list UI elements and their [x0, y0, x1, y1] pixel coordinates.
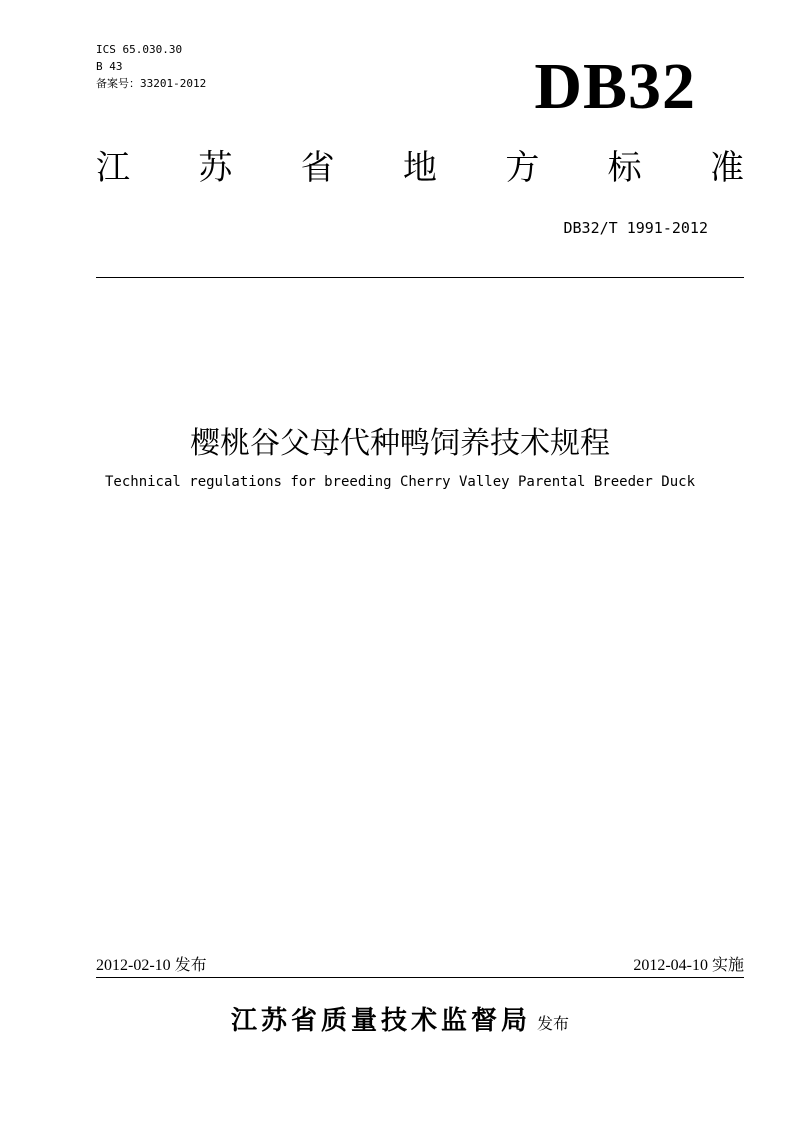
standard-type	[96, 148, 744, 188]
issue-date: 2012-02-10 发布	[96, 957, 207, 974]
db-code-logo: DB32	[534, 50, 696, 123]
issuer-name: 江苏省质量技术监督局	[230, 1006, 531, 1036]
bottom-divider	[96, 977, 744, 978]
ics-code: ICS 65.030.30	[96, 43, 183, 56]
standard-type-char: 方	[505, 148, 540, 188]
implementation-date: 2012-04-10 实施	[633, 957, 744, 974]
standard-number: DB32/T 1991-2012	[563, 219, 708, 237]
issuer-suffix: 发布	[537, 1014, 570, 1033]
standard-type-char: 省	[300, 148, 335, 188]
standard-type-char: 地	[402, 148, 437, 188]
title-english: Technical regulations for breeding Cherry Valley Parental Breeder Duck	[104, 474, 695, 490]
standard-type-char: 江	[96, 148, 130, 188]
issuer	[0, 1000, 800, 1037]
standard-type-char: 苏	[198, 148, 233, 188]
standard-type-char: 准	[709, 148, 744, 188]
top-divider	[96, 277, 744, 278]
standard-type-char: 标	[607, 148, 642, 188]
title-chinese: 樱桃谷父母代种鸭饲养技术规程	[190, 426, 610, 461]
ccs-code: B 43	[96, 60, 123, 73]
filing-number: 备案号：33201-2012	[96, 77, 207, 90]
